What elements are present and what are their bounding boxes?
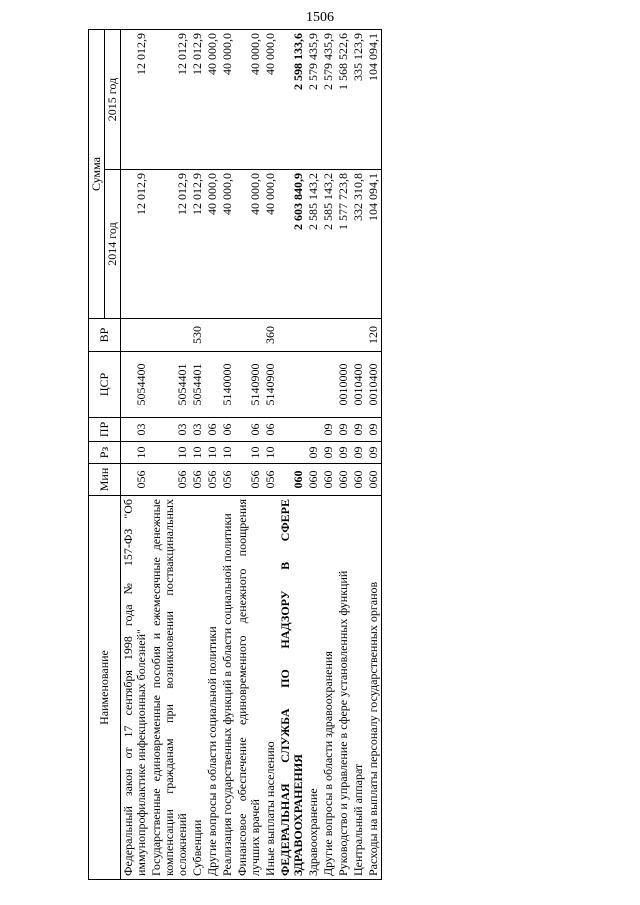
row-csr: 0010400 bbox=[366, 352, 382, 418]
row-vr bbox=[220, 319, 235, 352]
row-vr bbox=[149, 319, 190, 352]
header-vr: ВР bbox=[89, 319, 121, 352]
header-min: Мин bbox=[89, 464, 121, 496]
header-pr: ПР bbox=[89, 418, 121, 442]
row-csr: 5140000 bbox=[220, 352, 235, 418]
table-row bbox=[149, 29, 190, 879]
row-vr bbox=[306, 319, 321, 352]
row-name: Иные выплаты населению bbox=[263, 496, 278, 880]
row-pr: 09 bbox=[351, 418, 366, 442]
row-name: Другие вопросы в области здравоохранения bbox=[321, 496, 336, 880]
row-pr: 06 bbox=[263, 418, 278, 442]
row-sum-2015: 40 000,0 bbox=[235, 29, 263, 169]
row-csr: 5140900 bbox=[235, 352, 263, 418]
row-min: 056 bbox=[235, 464, 263, 496]
row-vr: 360 bbox=[263, 319, 278, 352]
row-rz: 09 bbox=[366, 442, 382, 464]
row-vr bbox=[121, 319, 150, 352]
row-csr bbox=[205, 352, 220, 418]
header-2014: 2014 год bbox=[105, 170, 121, 319]
table-row bbox=[235, 29, 263, 879]
row-name: Реализация государственных функций в области социальной политики bbox=[220, 496, 235, 880]
row-vr: 120 bbox=[366, 319, 382, 352]
table-row bbox=[321, 29, 336, 879]
row-rz: 10 bbox=[263, 442, 278, 464]
row-min: 056 bbox=[220, 464, 235, 496]
header-sum: Сумма bbox=[89, 29, 105, 318]
row-min: 060 bbox=[351, 464, 366, 496]
row-pr: 03 bbox=[190, 418, 205, 442]
row-min: 060 bbox=[336, 464, 351, 496]
row-csr: 5054400 bbox=[121, 352, 150, 418]
row-csr: 0010400 bbox=[351, 352, 366, 418]
row-sum-2014: 40 000,0 bbox=[263, 170, 278, 319]
row-sum-2014: 2 585 143,2 bbox=[321, 170, 336, 319]
row-rz: 09 bbox=[306, 442, 321, 464]
row-rz: 10 bbox=[149, 442, 190, 464]
row-sum-2014: 12 012,9 bbox=[149, 170, 190, 319]
row-name: ФЕДЕРАЛЬНАЯ СЛУЖБА ПО НАДЗОРУ В СФЕРЕ ЗДРАВООХРАНЕНИЯ bbox=[278, 496, 306, 880]
row-pr bbox=[306, 418, 321, 442]
row-csr: 5054401 bbox=[149, 352, 190, 418]
row-sum-2015: 40 000,0 bbox=[263, 29, 278, 169]
row-pr: 06 bbox=[235, 418, 263, 442]
row-csr: 5140900 bbox=[263, 352, 278, 418]
row-vr: 530 bbox=[190, 319, 205, 352]
row-rz: 10 bbox=[235, 442, 263, 464]
row-name: Расходы на выплаты персоналу государственных органов bbox=[366, 496, 382, 880]
table-row bbox=[190, 29, 205, 879]
table-body bbox=[121, 29, 382, 879]
row-pr: 06 bbox=[220, 418, 235, 442]
row-rz: 10 bbox=[220, 442, 235, 464]
row-name: Другие вопросы в области социальной политики bbox=[205, 496, 220, 880]
row-csr bbox=[306, 352, 321, 418]
row-name: Субвенции bbox=[190, 496, 205, 880]
row-pr: 03 bbox=[149, 418, 190, 442]
row-sum-2014: 332 310,8 bbox=[351, 170, 366, 319]
row-sum-2014: 2 585 143,2 bbox=[306, 170, 321, 319]
row-min: 060 bbox=[321, 464, 336, 496]
row-sum-2015: 2 598 133,6 bbox=[278, 29, 306, 169]
row-min: 060 bbox=[306, 464, 321, 496]
row-name: Здравоохранение bbox=[306, 496, 321, 880]
row-min: 060 bbox=[278, 464, 306, 496]
table-row bbox=[121, 29, 150, 879]
rotated-table-container bbox=[88, 30, 588, 880]
row-name: Финансовое обеспечение единовременного денежного поощрения лучших врачей bbox=[235, 496, 263, 880]
row-pr bbox=[278, 418, 306, 442]
row-rz: 09 bbox=[336, 442, 351, 464]
page-number: 1506 bbox=[306, 10, 334, 25]
row-sum-2015: 40 000,0 bbox=[205, 29, 220, 169]
row-min: 060 bbox=[366, 464, 382, 496]
row-sum-2014: 12 012,9 bbox=[121, 170, 150, 319]
row-name: Федеральный закон от 17 сентября 1998 года № 157-ФЗ "Об иммунопрофилактике инфекционных болезней" bbox=[121, 496, 150, 880]
row-csr bbox=[278, 352, 306, 418]
row-rz: 09 bbox=[351, 442, 366, 464]
row-sum-2014: 2 603 840,9 bbox=[278, 170, 306, 319]
row-sum-2014: 40 000,0 bbox=[235, 170, 263, 319]
table-row bbox=[263, 29, 278, 879]
header-name: Наименование bbox=[89, 496, 121, 880]
row-name: Центральный аппарат bbox=[351, 496, 366, 880]
row-min: 056 bbox=[190, 464, 205, 496]
table-row bbox=[351, 29, 366, 879]
row-name: Государственные единовременные пособия и ежемесячные денежные компенсации гражданам при возникновении поствакцинальных осложнений bbox=[149, 496, 190, 880]
header-rz: Рз bbox=[89, 442, 121, 464]
row-pr: 09 bbox=[336, 418, 351, 442]
row-vr bbox=[321, 319, 336, 352]
row-min: 056 bbox=[149, 464, 190, 496]
header-row bbox=[89, 29, 105, 879]
row-sum-2014: 40 000,0 bbox=[220, 170, 235, 319]
row-sum-2015: 1 568 522,6 bbox=[336, 29, 351, 169]
row-sum-2015: 12 012,9 bbox=[121, 29, 150, 169]
row-name: Руководство и управление в сфере установленных функций bbox=[336, 496, 351, 880]
row-rz: 09 bbox=[321, 442, 336, 464]
table-row bbox=[278, 29, 306, 879]
row-min: 056 bbox=[205, 464, 220, 496]
row-min: 056 bbox=[121, 464, 150, 496]
row-sum-2015: 12 012,9 bbox=[149, 29, 190, 169]
row-csr: 0010000 bbox=[336, 352, 351, 418]
header-csr: ЦСР bbox=[89, 352, 121, 418]
row-sum-2015: 40 000,0 bbox=[220, 29, 235, 169]
row-csr: 5054401 bbox=[190, 352, 205, 418]
row-rz: 10 bbox=[190, 442, 205, 464]
table-row bbox=[205, 29, 220, 879]
row-rz bbox=[278, 442, 306, 464]
row-pr: 03 bbox=[121, 418, 150, 442]
row-vr bbox=[205, 319, 220, 352]
row-rz: 10 bbox=[205, 442, 220, 464]
row-csr bbox=[321, 352, 336, 418]
table-row bbox=[336, 29, 351, 879]
row-vr bbox=[235, 319, 263, 352]
row-rz: 10 bbox=[121, 442, 150, 464]
row-pr: 09 bbox=[366, 418, 382, 442]
row-sum-2015: 335 123,9 bbox=[351, 29, 366, 169]
row-sum-2014: 104 094,1 bbox=[366, 170, 382, 319]
table-row bbox=[306, 29, 321, 879]
row-sum-2015: 12 012,9 bbox=[190, 29, 205, 169]
row-vr bbox=[336, 319, 351, 352]
row-vr bbox=[278, 319, 306, 352]
row-vr bbox=[351, 319, 366, 352]
row-sum-2015: 104 094,1 bbox=[366, 29, 382, 169]
row-sum-2015: 2 579 435,9 bbox=[321, 29, 336, 169]
row-sum-2014: 1 577 723,8 bbox=[336, 170, 351, 319]
row-sum-2015: 2 579 435,9 bbox=[306, 29, 321, 169]
row-sum-2014: 12 012,9 bbox=[190, 170, 205, 319]
row-sum-2014: 40 000,0 bbox=[205, 170, 220, 319]
table-row bbox=[366, 29, 382, 879]
row-pr: 06 bbox=[205, 418, 220, 442]
header-2015: 2015 год bbox=[105, 29, 121, 169]
row-min: 056 bbox=[263, 464, 278, 496]
table-row bbox=[220, 29, 235, 879]
row-pr: 09 bbox=[321, 418, 336, 442]
budget-table bbox=[88, 29, 382, 880]
